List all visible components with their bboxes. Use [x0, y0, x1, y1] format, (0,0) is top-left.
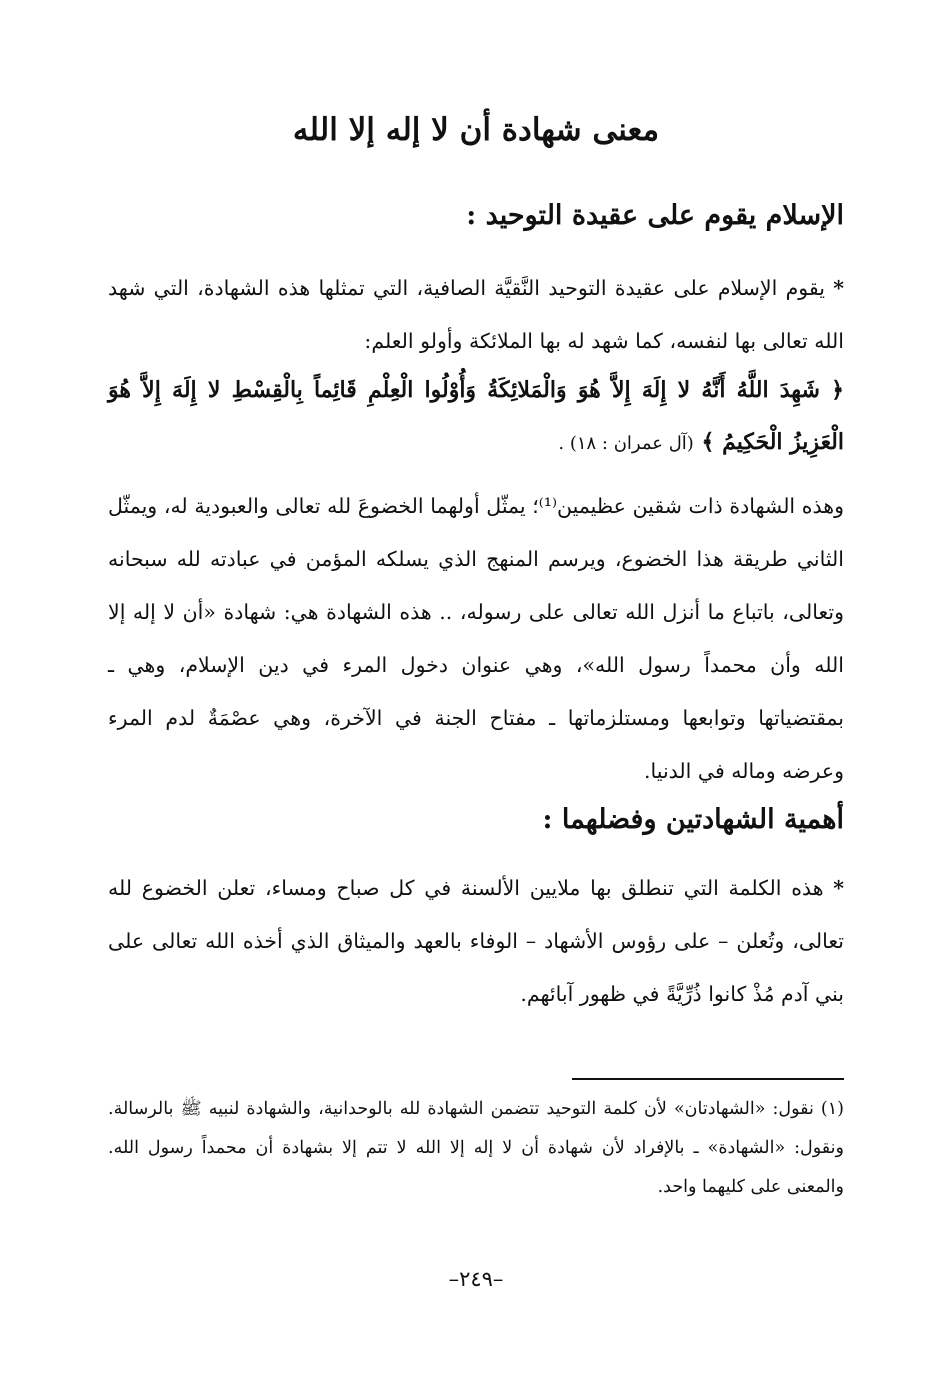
page-number: –٢٤٩–	[448, 1267, 504, 1291]
bullet-marker: *	[833, 876, 844, 900]
page-title: معنى شهادة أن لا إله إلا الله	[292, 112, 660, 148]
section-heading-importance: أهمية الشهادتين وفضلهما :	[542, 804, 844, 835]
verse-reference: (آل عمران : ١٨) .	[558, 433, 694, 454]
paragraph-shahada-meaning: وهذه الشهادة ذات شقين عظيمين⁽¹⁾؛ يمثّل أولهما الخضوعَ لله تعالى والعبودية له، ويمثّل الثاني طريقة هذا الخضوع، ويرسم المنهج الذي يسلكه المؤمن في عبادته لله سبحانه وتعالى، باتباع ما أنزل الله تعالى على رسوله، .. هذه الشهادة هي: شهادة «أن لا إله إلا الله وأن محمداً رسول الله»، وهي عنوان دخول المرء في دين الإسلام، وهي ـ بمقتضياتها وتوابعها ومستلزماتها ـ مفتاح الجنة في الآخرة، وهي عصْمَةٌ لدم المرء وعرضه وماله في الدنيا.	[108, 494, 844, 783]
paragraph-text: يقوم الإسلام على عقيدة التوحيد النَّقيَّة الصافية، التي تمثلها هذه الشهادة، التي شهد الله تعالى بها لنفسه، كما شهد له بها الملائكة وأولو العلم:	[108, 276, 844, 353]
footnote-divider	[572, 1078, 844, 1080]
footnote: (١) نقول: «الشهادتان» لأن كلمة التوحيد تتضمن الشهادة لله بالوحدانية، والشهادة لنبيه ﷺ بالرسالة. ونقول: «الشهادة» ـ بالإفراد لأن شهادة أن لا إله إلا الله لا تتم إلا بشهادة أن محمداً رسول الله. والمعنى على كليهما واحد.	[108, 1099, 844, 1197]
paragraph-tawhid-intro	[108, 262, 844, 368]
paragraph-importance	[108, 862, 844, 1021]
bullet-marker: *	[833, 276, 844, 300]
quran-verse	[108, 364, 844, 470]
verse-open-bracket: ﴿	[831, 377, 844, 403]
verse-close-bracket: ﴾	[701, 429, 715, 455]
verse-text: شَهِدَ اللَّهُ أَنَّهُ لا إِلَهَ إِلاَّ هُوَ وَالْمَلائِكَةُ وَأُوْلُوا الْعِلْمِ قَائِماً بِالْقِسْطِ لا إِلَهَ إِلاَّ هُوَ الْعَزِيزُ الْحَكِيمُ	[108, 377, 844, 455]
paragraph-text: هذه الكلمة التي تنطلق بها ملايين الألسنة في كل صباح ومساء، تعلن الخضوع لله تعالى، وتُعلن – على رؤوس الأشهاد – الوفاء بالعهد والميثاق الذي أخذه الله تعالى على بني آدم مُذْ كانوا ذُرِّيَّةً في ظهور آبائهم.	[108, 876, 844, 1006]
section-heading-tawhid: الإسلام يقوم على عقيدة التوحيد :	[466, 200, 844, 231]
